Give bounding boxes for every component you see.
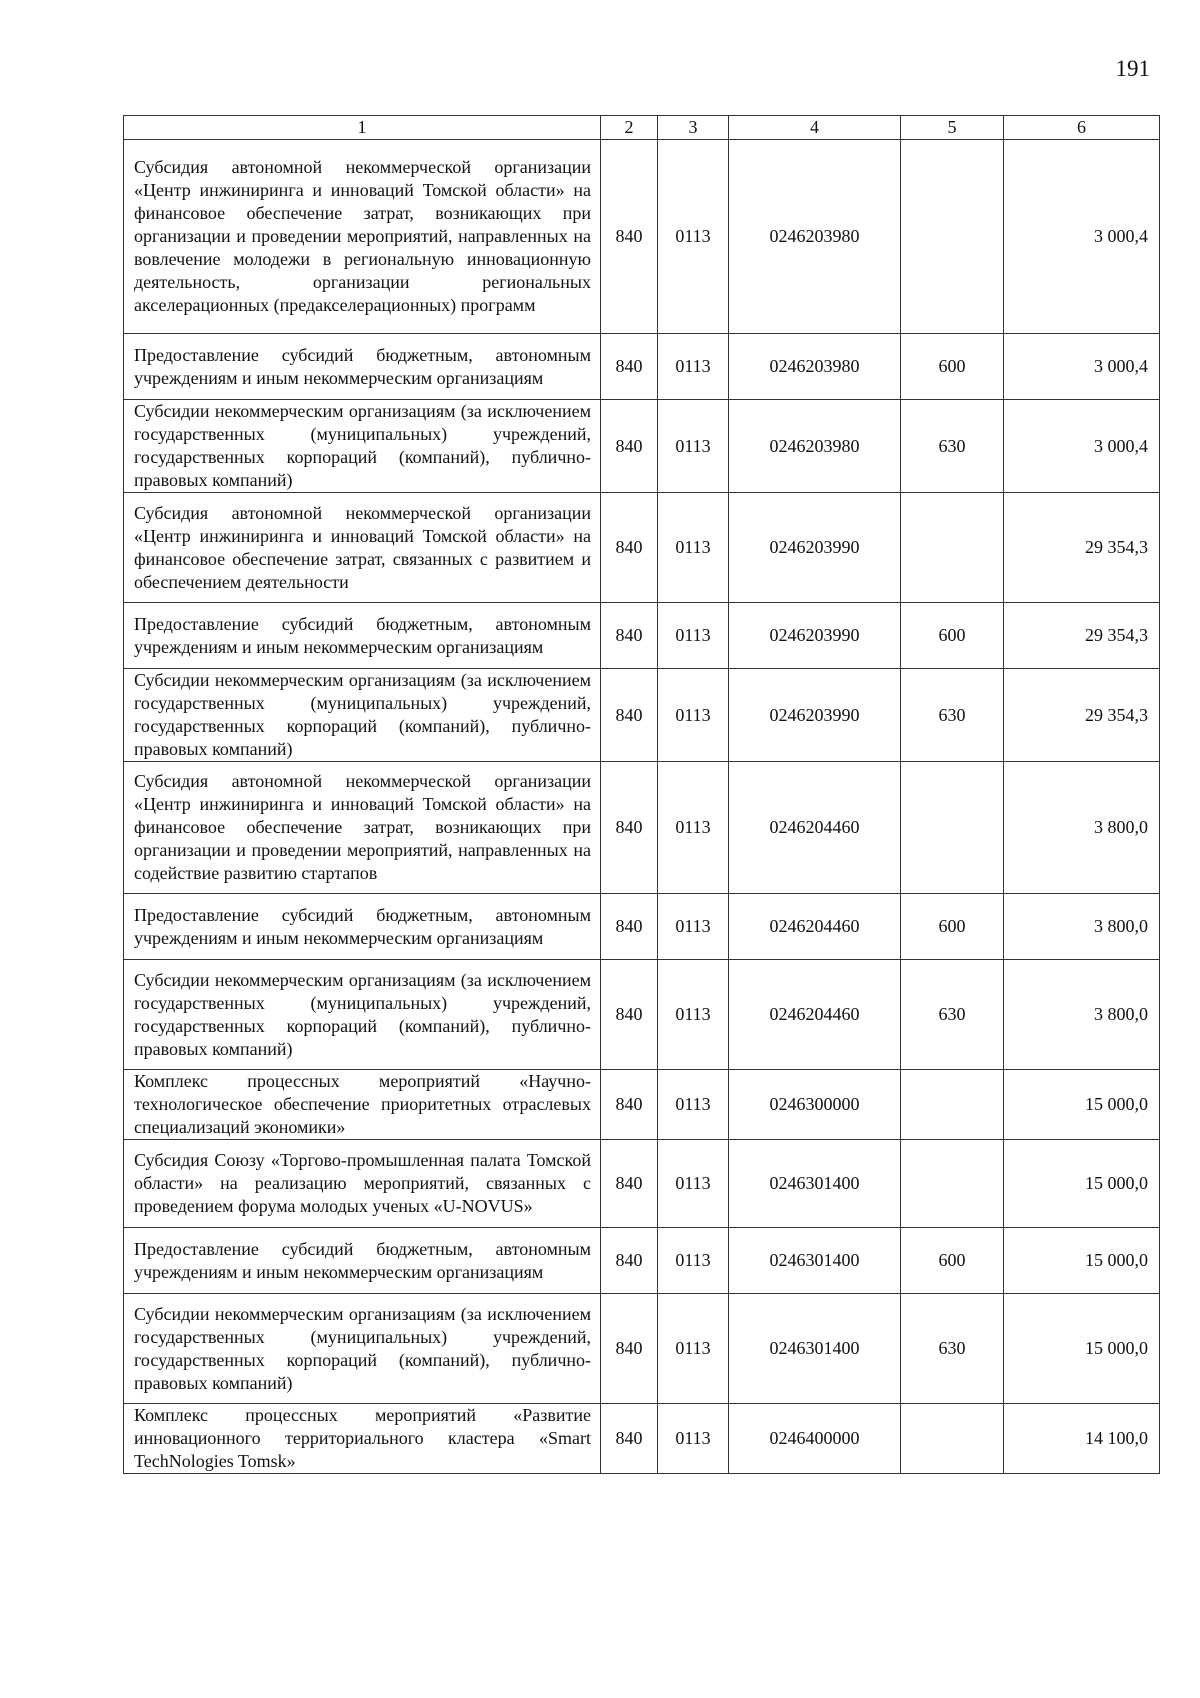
column-header: 1 [124,116,601,140]
row-amount-cell: 3 800,0 [1004,960,1160,1070]
budget-table [123,115,1160,1474]
row-expense-type-cell: 630 [901,960,1004,1070]
row-code-cell: 840 [601,603,658,669]
table-row [124,669,1160,762]
row-section-cell: 0113 [658,603,729,669]
row-code-cell: 840 [601,1404,658,1474]
row-amount-cell: 29 354,3 [1004,493,1160,603]
table-row [124,400,1160,493]
row-name-cell: Предоставление субсидий бюджетным, автономным учреждениям и иным некоммерческим организациям [124,1228,601,1294]
row-target-code-cell: 0246203990 [729,603,901,669]
row-amount-cell: 15 000,0 [1004,1294,1160,1404]
table-row [124,493,1160,603]
row-section-cell: 0113 [658,1228,729,1294]
table-row [124,960,1160,1070]
row-name-cell: Субсидия Союзу «Торгово-промышленная палата Томской области» на реализацию мероприятий, связанных с проведением форума молодых ученых «U-NOVUS» [124,1140,601,1228]
row-code-cell: 840 [601,493,658,603]
column-header: 5 [901,116,1004,140]
row-section-cell: 0113 [658,762,729,894]
page-number: 191 [1115,56,1150,81]
row-section-cell: 0113 [658,400,729,493]
row-section-cell: 0113 [658,894,729,960]
row-code-cell: 840 [601,1228,658,1294]
row-code-cell: 840 [601,140,658,334]
table-row [124,1404,1160,1474]
row-target-code-cell: 0246203990 [729,493,901,603]
row-expense-type-cell [901,1404,1004,1474]
row-code-cell: 840 [601,894,658,960]
row-expense-type-cell: 600 [901,1228,1004,1294]
table-row [124,894,1160,960]
table-row [124,603,1160,669]
row-expense-type-cell: 630 [901,669,1004,762]
row-name-cell: Субсидии некоммерческим организациям (за исключением государственных (муниципальных) учреждений, государственных корпораций (компаний), публично-правовых компаний) [124,1294,601,1404]
row-target-code-cell: 0246203990 [729,669,901,762]
row-name-cell: Субсидия автономной некоммерческой организации «Центр инжиниринга и инноваций Томской области» на финансовое обеспечение затрат, возникающих при организации и проведении мероприятий, направленных на содействие развитию стартапов [124,762,601,894]
row-name-cell: Предоставление субсидий бюджетным, автономным учреждениям и иным некоммерческим организациям [124,894,601,960]
table-row [124,1294,1160,1404]
table-row [124,1228,1160,1294]
row-expense-type-cell: 600 [901,894,1004,960]
row-name-cell: Предоставление субсидий бюджетным, автономным учреждениям и иным некоммерческим организациям [124,334,601,400]
row-amount-cell: 3 800,0 [1004,762,1160,894]
row-section-cell: 0113 [658,1404,729,1474]
row-amount-cell: 29 354,3 [1004,669,1160,762]
column-header: 2 [601,116,658,140]
row-target-code-cell: 0246204460 [729,894,901,960]
row-expense-type-cell [901,1140,1004,1228]
row-code-cell: 840 [601,960,658,1070]
row-target-code-cell: 0246203980 [729,334,901,400]
table-row [124,1070,1160,1140]
row-section-cell: 0113 [658,1294,729,1404]
row-expense-type-cell: 630 [901,1294,1004,1404]
table-row [124,140,1160,334]
row-name-cell: Субсидия автономной некоммерческой организации «Центр инжиниринга и инноваций Томской области» на финансовое обеспечение затрат, возникающих при организации и проведении мероприятий, направленных на вовлечение молодежи в региональную инновационную деятельность, организации региональных акселерационных (предакселерационных) программ [124,140,601,334]
row-expense-type-cell [901,1070,1004,1140]
table-row [124,762,1160,894]
row-expense-type-cell [901,493,1004,603]
row-section-cell: 0113 [658,960,729,1070]
row-name-cell: Предоставление субсидий бюджетным, автономным учреждениям и иным некоммерческим организациям [124,603,601,669]
row-name-cell: Субсидии некоммерческим организациям (за исключением государственных (муниципальных) учреждений, государственных корпораций (компаний), публично-правовых компаний) [124,669,601,762]
row-amount-cell: 3 000,4 [1004,140,1160,334]
row-amount-cell: 3 000,4 [1004,400,1160,493]
row-section-cell: 0113 [658,1070,729,1140]
row-code-cell: 840 [601,762,658,894]
row-amount-cell: 29 354,3 [1004,603,1160,669]
row-target-code-cell: 0246300000 [729,1070,901,1140]
row-name-cell: Комплекс процессных мероприятий «Научно-технологическое обеспечение приоритетных отраслевых специализаций экономики» [124,1070,601,1140]
column-header: 6 [1004,116,1160,140]
row-code-cell: 840 [601,1294,658,1404]
row-expense-type-cell: 600 [901,334,1004,400]
column-header: 3 [658,116,729,140]
row-target-code-cell: 0246204460 [729,762,901,894]
row-expense-type-cell: 630 [901,400,1004,493]
row-target-code-cell: 0246400000 [729,1404,901,1474]
row-name-cell: Субсидия автономной некоммерческой организации «Центр инжиниринга и инноваций Томской области» на финансовое обеспечение затрат, связанных с развитием и обеспечением деятельности [124,493,601,603]
row-name-cell: Субсидии некоммерческим организациям (за исключением государственных (муниципальных) учреждений, государственных корпораций (компаний), публично-правовых компаний) [124,960,601,1070]
row-section-cell: 0113 [658,669,729,762]
row-section-cell: 0113 [658,334,729,400]
row-amount-cell: 15 000,0 [1004,1228,1160,1294]
row-amount-cell: 14 100,0 [1004,1404,1160,1474]
row-target-code-cell: 0246301400 [729,1294,901,1404]
row-target-code-cell: 0246204460 [729,960,901,1070]
table-row [124,1140,1160,1228]
table-header-row [124,116,1160,140]
row-code-cell: 840 [601,400,658,493]
row-target-code-cell: 0246301400 [729,1140,901,1228]
row-expense-type-cell [901,762,1004,894]
row-code-cell: 840 [601,1070,658,1140]
row-expense-type-cell [901,140,1004,334]
row-code-cell: 840 [601,334,658,400]
row-code-cell: 840 [601,1140,658,1228]
row-section-cell: 0113 [658,493,729,603]
row-code-cell: 840 [601,669,658,762]
table-row [124,334,1160,400]
row-amount-cell: 15 000,0 [1004,1070,1160,1140]
row-section-cell: 0113 [658,1140,729,1228]
row-target-code-cell: 0246301400 [729,1228,901,1294]
row-amount-cell: 3 800,0 [1004,894,1160,960]
row-name-cell: Комплекс процессных мероприятий «Развитие инновационного территориального кластера «Smart TechNologies Tomsk» [124,1404,601,1474]
row-target-code-cell: 0246203980 [729,400,901,493]
row-section-cell: 0113 [658,140,729,334]
row-expense-type-cell: 600 [901,603,1004,669]
column-header: 4 [729,116,901,140]
row-amount-cell: 15 000,0 [1004,1140,1160,1228]
row-name-cell: Субсидии некоммерческим организациям (за исключением государственных (муниципальных) учреждений, государственных корпораций (компаний), публично-правовых компаний) [124,400,601,493]
row-amount-cell: 3 000,4 [1004,334,1160,400]
row-target-code-cell: 0246203980 [729,140,901,334]
